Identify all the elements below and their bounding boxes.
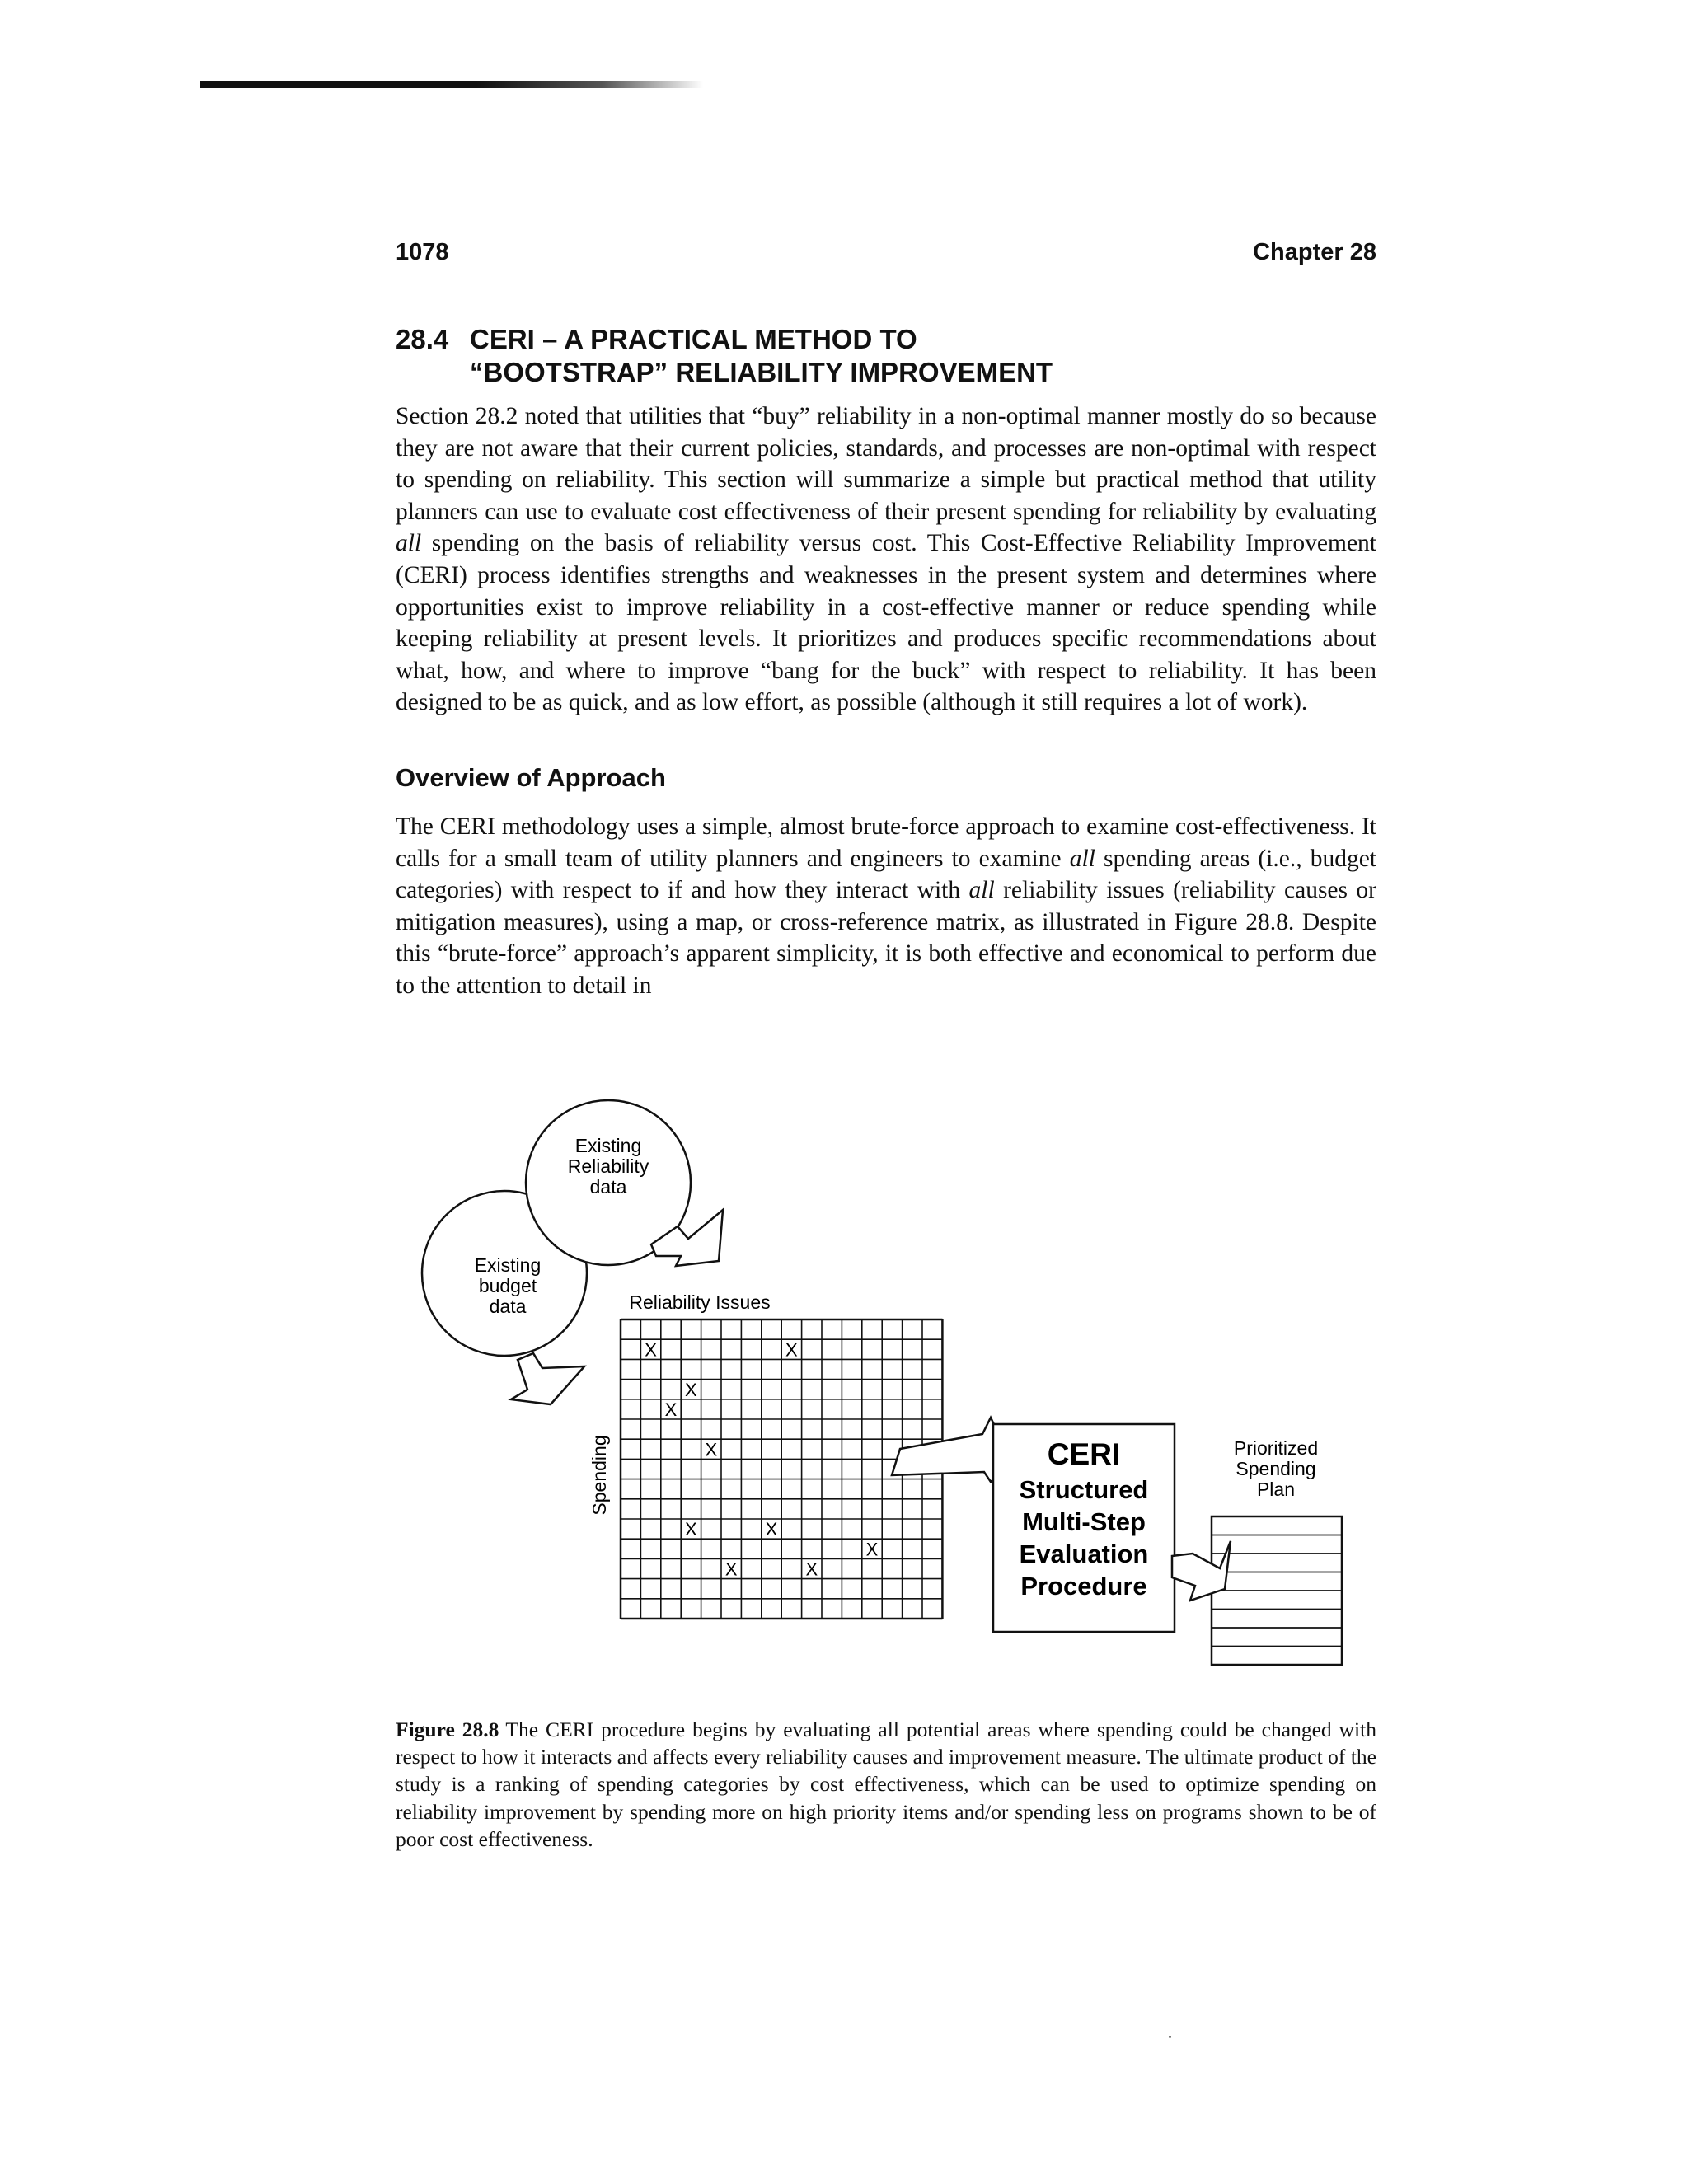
plan-label-line3: Plan — [1256, 1479, 1296, 1500]
reliability-issues-label: Reliability Issues — [629, 1291, 771, 1313]
overview-paragraph — [396, 811, 1376, 1002]
overview-text-part2: spending areas (i.e., budget categories) with respect to if and how they interact with — [396, 845, 1376, 904]
overview-text-part3: reliability issues (reliability causes or mitigation measures), using a map, or cross-reference matrix, as illustrated in Figure 28.8. Despite this “brute-force” approach’s apparent simplicity, it is both effective and economical to perform due to the attention to detail in — [396, 877, 1376, 999]
section-number: 28.4 — [396, 324, 449, 354]
overview-emphasis-all-1: all — [1069, 845, 1095, 872]
intro-paragraph — [396, 401, 1376, 719]
figure-caption — [396, 1716, 1376, 1853]
spending-axis-label: Spending — [588, 1435, 610, 1516]
matrix-x-mark: X — [705, 1439, 718, 1460]
subheading-overview: Overview of Approach — [396, 763, 666, 792]
budget-circle-line2: budget — [478, 1275, 537, 1296]
matrix-x-mark: X — [724, 1558, 738, 1580]
overview-text-part1: The CERI methodology uses a simple, almost brute-force approach to examine cost-effectiveness. It calls for a small team of utility planners and engineers to examine — [396, 813, 1376, 872]
caption-text: The CERI procedure begins by evaluating all potential areas where spending could be changed with respect to how it interacts and affects every reliability causes and improvement measure. The ultimate product of the study is a ranking of spending categories by cost effectiveness, which can be used to optimize spending on reliability improvement by spending more on high priority items and/or spending less on programs shown to be of poor cost effectiveness. — [396, 1718, 1376, 1851]
ceri-box-line2: Structured — [1019, 1475, 1149, 1504]
matrix-x-mark: X — [865, 1539, 879, 1560]
matrix-x-mark: X — [765, 1519, 778, 1540]
matrix-x-mark: X — [664, 1399, 678, 1420]
caption-figure-label: Figure 28.8 — [396, 1718, 499, 1741]
reliability-circle-line3: data — [589, 1176, 627, 1197]
ceri-box-line1: CERI — [1047, 1437, 1121, 1471]
prioritized-spending-plan — [1212, 1516, 1342, 1665]
scan-speck — [1169, 2036, 1171, 2038]
chapter-label: Chapter 28 — [1253, 239, 1376, 265]
section-title-line2: “BOOTSTRAP” RELIABILITY IMPROVEMENT — [470, 357, 1053, 387]
intro-emphasis-all: all — [396, 530, 422, 557]
matrix-x-mark: X — [785, 1339, 798, 1361]
section-heading — [396, 323, 1376, 389]
matrix-x-mark: X — [685, 1379, 697, 1400]
plan-label-line2: Spending — [1236, 1458, 1316, 1479]
intro-text-part2: spending on the basis of reliability versus cost. This Cost-Effective Reliability Improvement (CERI) process identifies strengths and weaknesses in the present system and determines where opportunities exist to improve reliability in a cost-effective manner or reduce spending while keeping reliability at present levels. It prioritizes and produces specific recommendations about what, how, and where to improve “bang for the buck” with respect to reliability. It has been designed to be as quick, and as low effort, as possible (although it still requires a lot of work). — [396, 530, 1376, 716]
scan-edge-rule — [200, 81, 703, 88]
overview-emphasis-all-2: all — [968, 877, 995, 904]
figure-28-8 — [412, 1088, 1368, 1681]
budget-circle-line1: Existing — [474, 1254, 542, 1276]
intro-text-part1: Section 28.2 noted that utilities that “buy” reliability in a non-optimal manner mostly do so because they are not aware that their current policies, standards, and processes are non-optimal with respect to spending on reliability. This section will summarize a simple but practical method that utility planners can use to evaluate cost effectiveness of their present spending for reliability by evaluating — [396, 403, 1376, 525]
plan-label-line1: Prioritized — [1233, 1437, 1319, 1459]
budget-circle-line3: data — [489, 1296, 527, 1317]
ceri-diagram — [412, 1088, 1368, 1681]
matrix-x-mark: X — [805, 1558, 818, 1580]
page-number: 1078 — [396, 239, 449, 265]
matrix-x-mark: X — [645, 1339, 657, 1361]
reliability-circle-line1: Existing — [574, 1135, 642, 1156]
ceri-box-line5: Procedure — [1020, 1572, 1147, 1601]
ceri-box-line4: Evaluation — [1019, 1540, 1149, 1568]
section-title-line1: CERI – A PRACTICAL METHOD TO — [470, 324, 917, 354]
ceri-box-line3: Multi-Step — [1022, 1507, 1146, 1536]
matrix-x-mark: X — [685, 1519, 697, 1540]
budget-to-matrix-arrow — [511, 1353, 584, 1404]
reliability-circle-line2: Reliability — [567, 1155, 649, 1177]
